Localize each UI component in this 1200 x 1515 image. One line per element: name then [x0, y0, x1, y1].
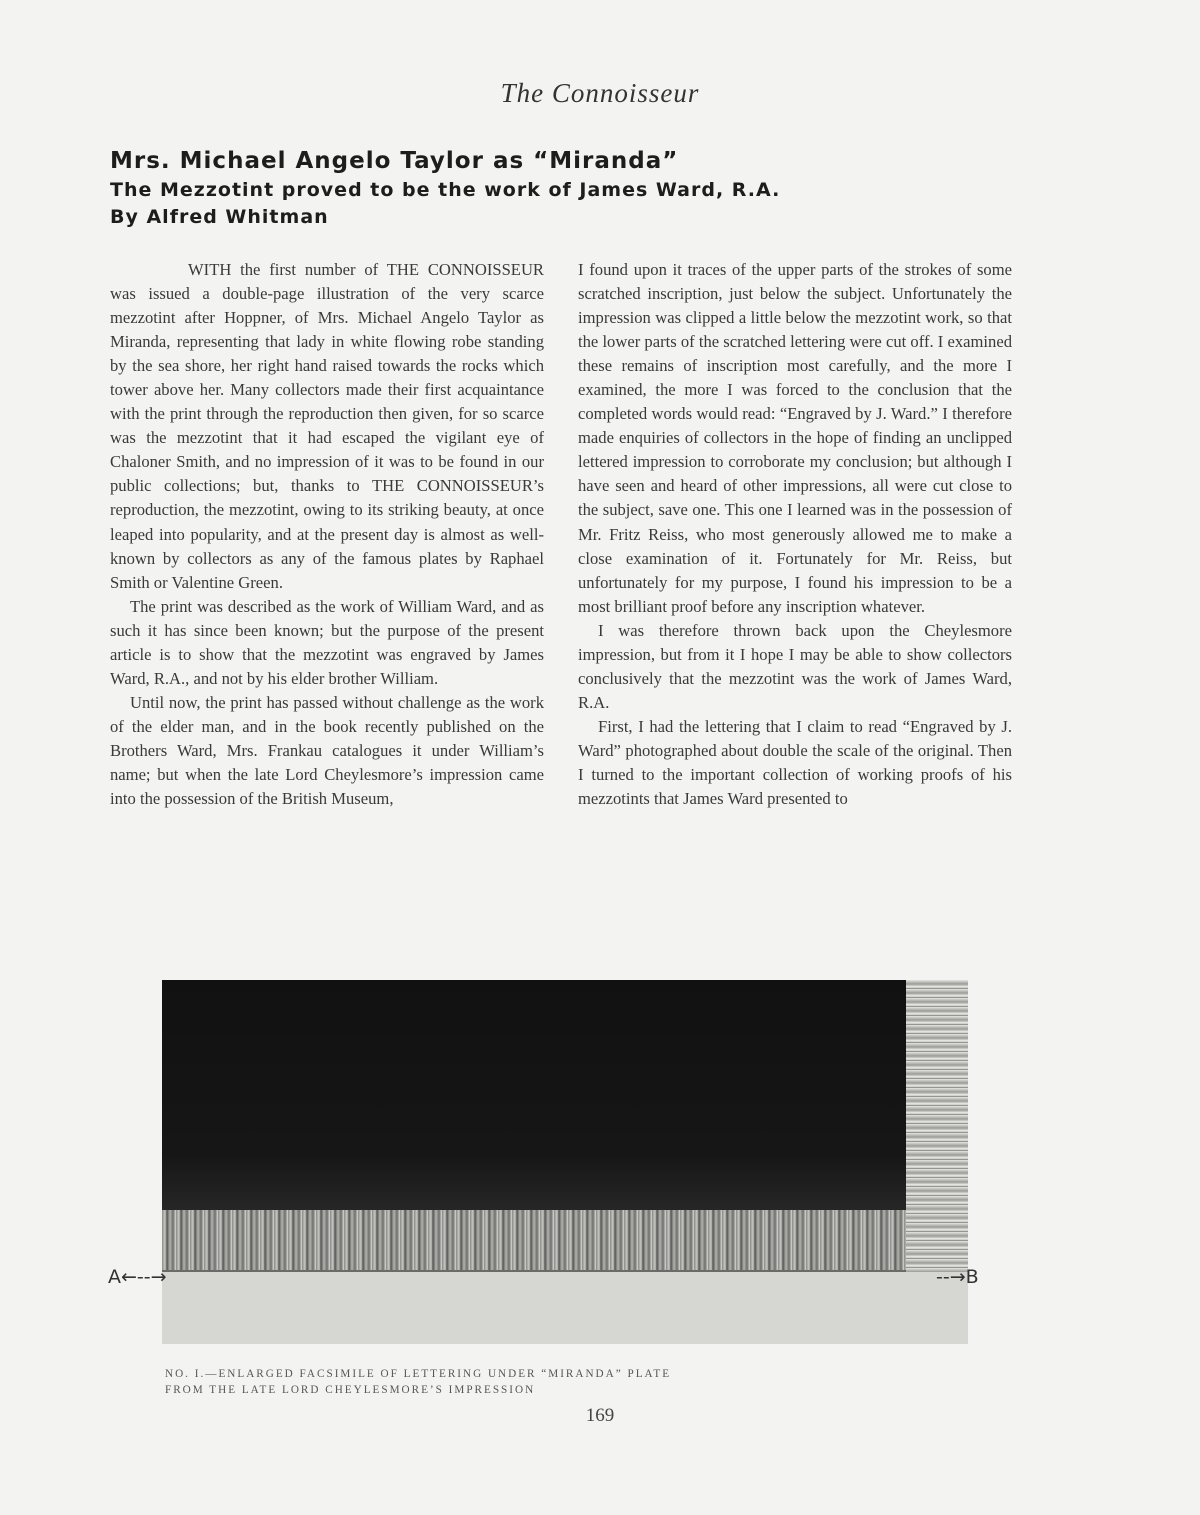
article-title: Mrs. Michael Angelo Taylor as “Miranda”: [110, 148, 679, 174]
figure-caption: [165, 1366, 725, 1398]
page-number: 169: [585, 1405, 615, 1426]
right-column: [578, 258, 1012, 811]
scratched-lettering-band: [162, 1210, 968, 1270]
paragraph: First, I had the lettering that I claim to read “Engraved by J. Ward” photographed about double the scale of the original. Then I turned to the important collection of working proofs of his mezzotints that James Ward presented to: [578, 716, 1012, 809]
paragraph: I was therefore thrown back upon the Cheylesmore impression, but from it I hope I may be able to show collectors conclusively that the mezzotint was the work of James Ward, R.A.: [578, 620, 1012, 712]
paper-margin: [162, 1272, 968, 1344]
caption-line: FROM THE LATE LORD CHEYLESMORE’S IMPRESSION: [165, 1384, 536, 1396]
mezzotint-dark-area: [162, 980, 968, 1230]
article-headings: [110, 146, 1090, 231]
paragraph: Until now, the print has passed without challenge as the work of the elder man, and in the book recently published on the Brothers Ward, Mrs. Frankau catalogues it under William’s name; but when the late Lord Cheylesmore’s impression came into the possession of the British Museum,: [110, 692, 544, 809]
facsimile-image: [162, 980, 968, 1344]
running-head: The Connoisseur: [500, 78, 700, 108]
paragraph: The print was described as the work of William Ward, and as such it has since been known; but the purpose of the present article is to show that the mezzotint was engraved by James Ward, R.A., and not by his elder brother William.: [110, 596, 544, 688]
paragraph: WITH the first number of THE CONNOISSEUR was issued a double-page illustration of the very scarce mezzotint after Hoppner, of Mrs. Michael Angelo Taylor as Miranda, representing that lady in white flowing robe standing by the sea shore, her right hand raised towards the rocks which tower above her. Many collectors made their first acquaintance with the print through the reproduction then given, for so scarce was the mezzotint that it had escaped the vigilant eye of Chaloner Smith, and no impression of it was to be found in our public collections; but, thanks to THE CONNOISSEUR’s reproduction, the mezzotint, owing to its striking beauty, at once leaped into popularity, and at the present day is almost as well-known by collectors as any of the famous plates by Raphael Smith or Valentine Green.: [110, 260, 544, 592]
article-subtitle: The Mezzotint proved to be the work of James Ward, R.A.: [110, 179, 781, 201]
article-byline: By Alfred Whitman: [110, 206, 329, 228]
paragraph: I found upon it traces of the upper parts of the strokes of some scratched inscription, just below the subject. Unfortunately the impression was clipped a little below the mezzotint work, so that the lower parts of the scratched lettering were cut off. I examined these remains of inscription most carefully, and the more I examined, the more I was forced to the conclusion that the completed words would read: “Engraved by J. Ward.” I therefore made enquiries of collectors in the hope of finding an unclipped lettered impression to corroborate my conclusion; but although I have seen and heard of other impressions, all were cut close to the subject, save one. This one I learned was in the possession of Mr. Fritz Reiss, who most generously allowed me to make a close examination of it. Fortunately for Mr. Reiss, but unfortunately for my purpose, I found his impression to be a most brilliant proof before any inscription whatever.: [578, 260, 1012, 616]
left-column: [110, 258, 544, 811]
marker-b: --→B: [936, 1266, 979, 1288]
plate-edge: [906, 980, 968, 1280]
caption-line: NO. I.—ENLARGED FACSIMILE OF LETTERING UNDER “MIRANDA” PLATE: [165, 1368, 672, 1380]
marker-a: A←--→: [108, 1266, 167, 1288]
